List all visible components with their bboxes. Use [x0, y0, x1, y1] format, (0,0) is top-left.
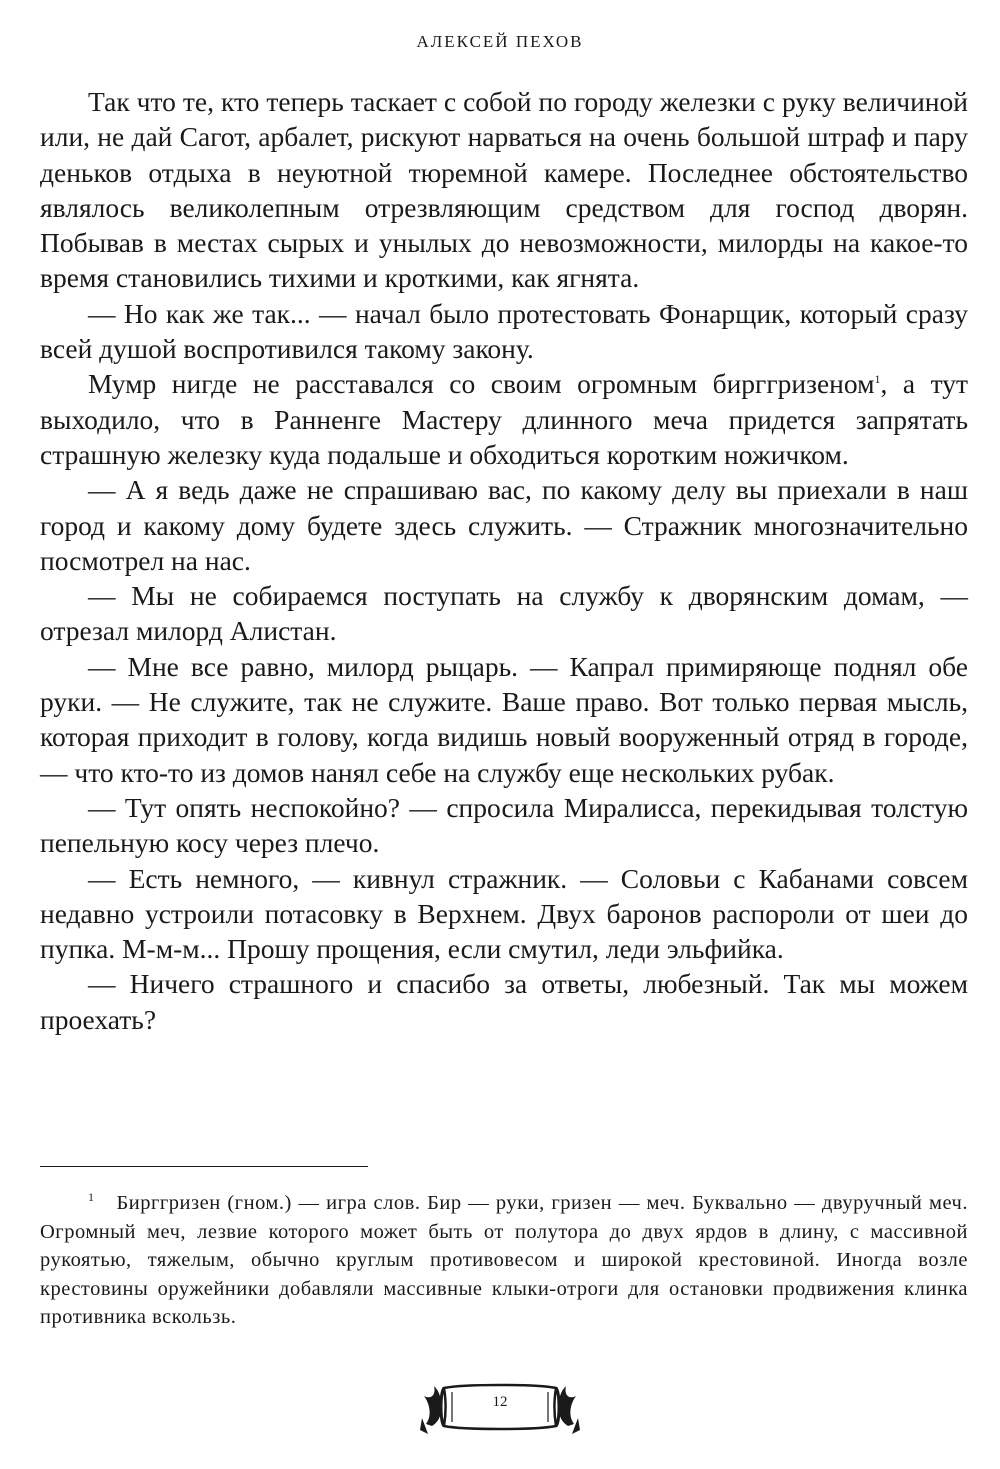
paragraph-text: Мумр нигде не расставался со своим огромным бирггризеном	[88, 368, 875, 400]
page-number-ornament	[418, 1378, 582, 1436]
body-text	[40, 84, 968, 1037]
footnote-reference[interactable]: 1	[874, 372, 881, 387]
paragraph: — Есть немного, — кивнул стражник. — Соловьи с Кабанами совсем недавно устроили потасовку в Верхнем. Двух баронов распороли от шеи до пупка. М-м-м... Прошу прощения, если смутил, леди эльфийка.	[40, 862, 968, 965]
paragraph-text: , а тут выходило, что в Ранненге Мастеру длинного меча придется запрятать страшную железку куда подальше и обходиться коротким ножичком.	[40, 368, 968, 470]
running-head: АЛЕКСЕЙ ПЕХОВ	[416, 32, 584, 51]
footnote-number: 1	[88, 1190, 95, 1205]
page-number: 12	[492, 1394, 508, 1410]
paragraph-with-footnote	[40, 366, 968, 472]
paragraph: — Мне все равно, милорд рыцарь. — Капрал примиряюще поднял обе руки. — Не служите, так не служите. Ваше право. Вот только первая мысль, которая приходит в голову, когда видишь новый вооруженный отряд в городе, — что кто-то из домов нанял себе на службу еще нескольких рубак.	[40, 650, 968, 788]
paragraph: — Ничего страшного и спасибо за ответы, любезный. Так мы можем проехать?	[40, 968, 968, 1035]
paragraph: — Тут опять неспокойно? — спросила Миралисса, перекидывая толстую пепельную косу через плечо.	[40, 791, 968, 859]
footnote-divider	[40, 1166, 368, 1167]
paragraph: Так что те, кто теперь таскает с собой по городу железки с руку величиной или, не дай Сагот, арбалет, рискуют нарваться на очень большой штраф и пару деньков отдыха в неуютной тюремной камере. Последнее обстоятельство являлось великолепным отрезвляющим средством для господ дворян. Побывав в местах сырых и унылых до невозможности, милорды на какое-то время становились тихими и кроткими, как ягнята.	[40, 86, 968, 294]
footnote	[40, 1189, 968, 1332]
footnote-text: Бирггризен (гном.) — игра слов. Бир — руки, гризен — меч. Буквально — двуручный меч. Огромный меч, лезвие которого может быть от полутора до двух ярдов в длину, с массивной рукоятью, тяжелым, обычно круглым противовесом и широкой крестовиной. Иногда возле крестовины оружейники добавляли массивные клыки-отроги для остановки продвижения клинка противника вскользь.	[40, 1192, 968, 1329]
paragraph: — Мы не собираемся поступать на службу к дворянским домам, — отрезал милорд Алистан.	[40, 580, 968, 647]
paragraph: — Но как же так... — начал было протестовать Фонарщик, который сразу всей душой воспротивился такому закону.	[40, 297, 968, 365]
paragraph: — А я ведь даже не спрашиваю вас, по какому делу вы приехали в наш город и какому дому будете здесь служить. — Стражник многозначительно посмотрел на нас.	[40, 474, 968, 576]
